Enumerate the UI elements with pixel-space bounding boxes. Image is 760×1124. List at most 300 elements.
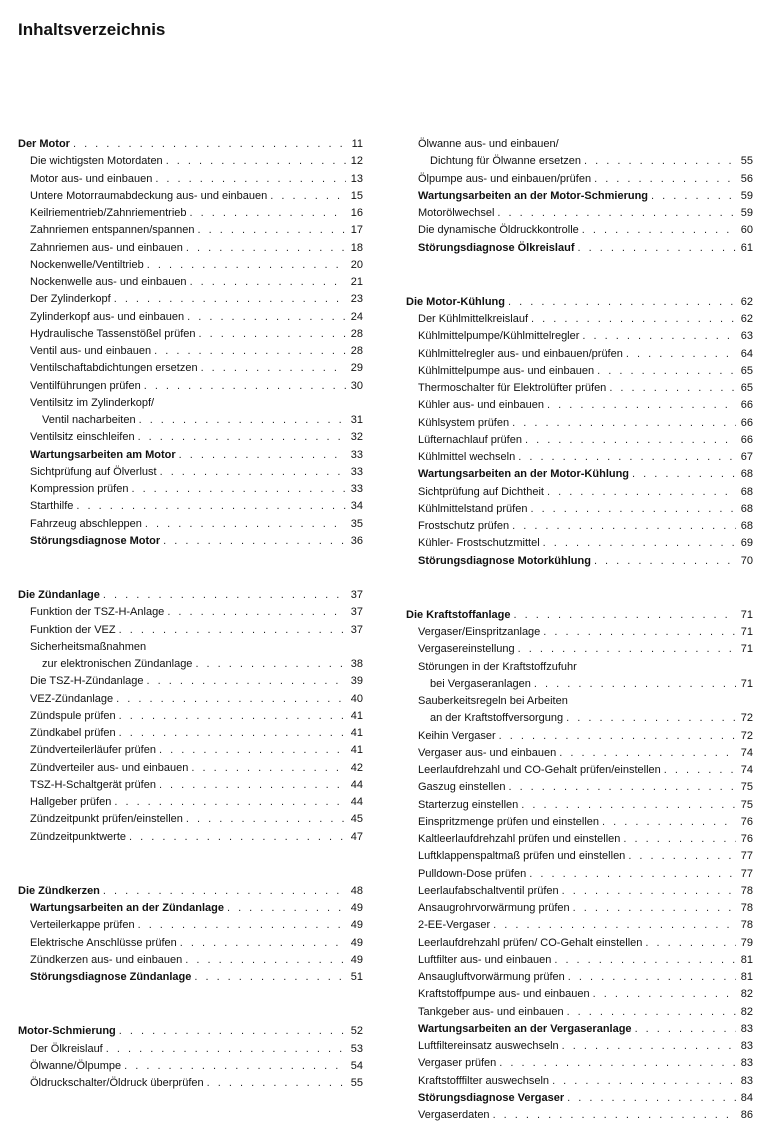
toc-entry[interactable] bbox=[406, 501, 753, 518]
toc-entry[interactable] bbox=[18, 171, 363, 188]
toc-entry-title: Kompression prüfen bbox=[30, 483, 129, 495]
toc-entry-title: Störungsdiagnose Ölkreislauf bbox=[418, 241, 575, 254]
toc-page-number: 28 bbox=[350, 345, 363, 357]
dot-leader bbox=[119, 1023, 346, 1040]
toc-entry[interactable] bbox=[18, 274, 363, 291]
toc-entry-title: Einspritzmenge prüfen und einstellen bbox=[418, 815, 600, 828]
toc-page-number: 40 bbox=[350, 692, 363, 705]
toc-entry-title: Leerlaufabschaltventil prüfen bbox=[418, 884, 559, 897]
toc-entry-title: Elektrische Anschlüsse prüfen bbox=[30, 936, 177, 949]
toc-entry-title: Verteilerkappe prüfen bbox=[30, 919, 135, 932]
toc-page-number: 69 bbox=[740, 537, 753, 550]
toc-entry[interactable] bbox=[406, 415, 753, 432]
toc-entry[interactable] bbox=[18, 917, 363, 934]
toc-entry[interactable] bbox=[406, 432, 753, 449]
toc-entry[interactable] bbox=[18, 188, 363, 205]
toc-entry[interactable] bbox=[406, 518, 753, 535]
toc-entry[interactable] bbox=[18, 639, 363, 656]
toc-entry-highlight[interactable] bbox=[406, 553, 753, 570]
toc-entry[interactable] bbox=[18, 360, 363, 377]
toc-entry[interactable] bbox=[18, 742, 363, 759]
toc-entry-title: Ölwanne aus- und einbauen/ bbox=[418, 138, 559, 150]
dot-leader bbox=[190, 205, 346, 222]
toc-entry[interactable] bbox=[18, 811, 363, 828]
toc-page-number: 49 bbox=[350, 953, 363, 966]
dot-leader bbox=[584, 153, 736, 170]
toc-entry[interactable] bbox=[406, 814, 753, 831]
toc-entry-title: Lüfternachlauf prüfen bbox=[418, 433, 522, 446]
toc-entry[interactable] bbox=[18, 222, 363, 239]
toc-page-number: 16 bbox=[350, 207, 363, 219]
toc-entry[interactable] bbox=[406, 363, 753, 380]
dot-leader bbox=[562, 1038, 736, 1055]
toc-entry-title: Zündkerzen aus- und einbauen bbox=[30, 953, 183, 966]
dot-leader bbox=[114, 291, 346, 308]
toc-entry[interactable] bbox=[406, 900, 753, 917]
toc-page-number: 41 bbox=[350, 727, 363, 739]
toc-page-number: 77 bbox=[740, 867, 753, 880]
toc-entry[interactable] bbox=[18, 257, 363, 274]
toc-page-number: 37 bbox=[350, 589, 363, 601]
toc-entry-title: Störungen in der Kraftstoffzufuhr bbox=[418, 660, 577, 673]
dot-leader bbox=[124, 1058, 346, 1075]
dot-leader bbox=[609, 380, 736, 397]
toc-page-number: 71 bbox=[740, 677, 753, 690]
toc-section bbox=[18, 883, 363, 987]
toc-entry[interactable] bbox=[406, 171, 753, 188]
toc-entry[interactable] bbox=[406, 1055, 753, 1072]
toc-entry[interactable] bbox=[18, 604, 363, 621]
toc-entry[interactable] bbox=[406, 624, 753, 641]
toc-page-number: 34 bbox=[350, 500, 363, 513]
toc-entry-title: Kraftstoffpumpe aus- und einbauen bbox=[418, 988, 590, 1001]
toc-page-number: 37 bbox=[350, 606, 363, 619]
toc-entry-title: Kühlmittelpumpe aus- und einbauen bbox=[418, 364, 595, 377]
toc-entry[interactable] bbox=[406, 831, 753, 848]
toc-page-number: 41 bbox=[350, 744, 363, 757]
dot-leader bbox=[635, 1021, 736, 1038]
toc-entry-title: Ventilsitz im Zylinderkopf/ bbox=[30, 396, 155, 409]
toc-entry-title: Zündverteiler aus- und einbauen bbox=[30, 761, 189, 774]
dot-leader bbox=[547, 397, 736, 414]
toc-page-number: 53 bbox=[350, 1042, 363, 1055]
toc-page-number: 33 bbox=[350, 465, 363, 478]
toc-entry-title: Kühlmittelpumpe/Kühlmittelregler bbox=[418, 330, 580, 343]
toc-page-number: 44 bbox=[350, 796, 363, 808]
toc-entry[interactable] bbox=[406, 745, 753, 762]
toc-entry[interactable] bbox=[406, 136, 753, 153]
toc-entry[interactable] bbox=[406, 311, 753, 328]
toc-section bbox=[18, 1023, 363, 1092]
dot-leader bbox=[190, 274, 346, 291]
dot-leader bbox=[493, 1107, 736, 1124]
dot-leader bbox=[543, 624, 736, 641]
toc-entry[interactable] bbox=[18, 481, 363, 498]
dot-leader bbox=[593, 986, 736, 1003]
toc-page-number: 13 bbox=[350, 172, 363, 185]
toc-entry[interactable] bbox=[18, 395, 363, 412]
toc-page-number: 83 bbox=[740, 1057, 753, 1070]
dot-leader bbox=[147, 257, 346, 274]
toc-page-number: 33 bbox=[350, 448, 363, 461]
dot-leader bbox=[512, 415, 736, 432]
toc-entry[interactable] bbox=[18, 326, 363, 343]
toc-entry[interactable] bbox=[406, 935, 753, 952]
dot-leader bbox=[103, 883, 346, 900]
toc-page-number: 72 bbox=[740, 729, 753, 742]
toc-entry-highlight[interactable] bbox=[406, 240, 753, 257]
toc-entry-title: Zündspule prüfen bbox=[30, 709, 116, 722]
toc-page-number: 62 bbox=[740, 313, 753, 325]
dot-leader bbox=[119, 708, 346, 725]
toc-page-number: 71 bbox=[740, 608, 753, 621]
dot-leader bbox=[514, 607, 736, 624]
toc-page-number: 59 bbox=[740, 207, 753, 219]
dot-leader bbox=[626, 346, 736, 363]
toc-page-number: 68 bbox=[740, 520, 753, 532]
toc-entry-title: Keihin Vergaser bbox=[418, 729, 496, 742]
toc-entry-title: Vergaser/Einspritzanlage bbox=[418, 626, 541, 638]
toc-entry-title: Ansaugrohrvorwärmung prüfen bbox=[418, 902, 570, 914]
toc-entry[interactable] bbox=[406, 710, 753, 727]
toc-page-number: 68 bbox=[740, 468, 753, 481]
toc-page-number: 83 bbox=[740, 1040, 753, 1052]
toc-entry-title: Kühlmittelregler aus- und einbauen/prüfen bbox=[418, 347, 623, 360]
toc-entry[interactable] bbox=[406, 676, 753, 693]
toc-entry-highlight[interactable] bbox=[18, 447, 363, 464]
toc-page-number: 62 bbox=[740, 295, 753, 308]
dot-leader bbox=[559, 745, 736, 762]
toc-entry-title: Motorölwechsel bbox=[418, 207, 495, 219]
toc-entry[interactable] bbox=[406, 917, 753, 934]
toc-entry[interactable] bbox=[18, 240, 363, 257]
toc-entry-highlight[interactable] bbox=[406, 1021, 753, 1038]
toc-entry[interactable] bbox=[406, 969, 753, 986]
toc-entry[interactable] bbox=[18, 291, 363, 308]
toc-page-number: 52 bbox=[350, 1025, 363, 1038]
toc-entry[interactable] bbox=[18, 498, 363, 515]
toc-section-heading[interactable] bbox=[406, 607, 753, 624]
dot-leader bbox=[597, 363, 736, 380]
toc-entry-title: an der Kraftstoffversorgung bbox=[430, 712, 564, 725]
toc-entry[interactable] bbox=[406, 328, 753, 345]
toc-page-number: 60 bbox=[740, 224, 753, 237]
toc-entry[interactable] bbox=[18, 708, 363, 725]
toc-entry-title: Zündverteilerläufer prüfen bbox=[30, 744, 156, 757]
toc-entry-title: bei Vergaseranlagen bbox=[430, 677, 531, 690]
toc-entry-title: Pulldown-Dose prüfen bbox=[418, 867, 527, 880]
toc-entry[interactable] bbox=[406, 346, 753, 363]
toc-entry[interactable] bbox=[406, 205, 753, 222]
toc-entry[interactable] bbox=[406, 1107, 753, 1124]
toc-entry-title: Zündzeitpunktwerte bbox=[30, 830, 126, 843]
toc-entry[interactable] bbox=[406, 986, 753, 1003]
toc-entry-highlight[interactable] bbox=[406, 188, 753, 205]
toc-entry[interactable] bbox=[18, 309, 363, 326]
toc-entry-title: Kühlsystem prüfen bbox=[418, 416, 510, 429]
toc-entry[interactable] bbox=[406, 153, 753, 170]
toc-section-heading[interactable] bbox=[18, 883, 363, 900]
dot-leader bbox=[144, 378, 346, 395]
toc-entry[interactable] bbox=[18, 760, 363, 777]
toc-entry[interactable] bbox=[406, 883, 753, 900]
toc-page-number: 59 bbox=[740, 189, 753, 202]
toc-entry[interactable] bbox=[18, 516, 363, 533]
toc-section bbox=[18, 587, 363, 846]
toc-entry-highlight[interactable] bbox=[18, 533, 363, 550]
toc-page-number: 64 bbox=[740, 347, 753, 360]
dot-leader bbox=[531, 311, 736, 328]
dot-leader bbox=[73, 136, 346, 153]
toc-entry-title: Luftklappenspaltmaß prüfen und einstellen bbox=[418, 850, 626, 863]
toc-entry-title: Nockenwelle/Ventiltrieb bbox=[30, 258, 144, 271]
toc-entry[interactable] bbox=[18, 205, 363, 222]
toc-entry[interactable] bbox=[406, 1073, 753, 1090]
toc-page-number: 83 bbox=[740, 1074, 753, 1087]
dot-leader bbox=[119, 725, 346, 742]
toc-page-number: 17 bbox=[350, 224, 363, 237]
toc-entry[interactable] bbox=[406, 693, 753, 710]
toc-entry[interactable] bbox=[18, 1075, 363, 1092]
toc-entry[interactable] bbox=[406, 866, 753, 883]
toc-section-heading[interactable] bbox=[18, 1023, 363, 1040]
dot-leader bbox=[518, 641, 736, 658]
toc-entry[interactable] bbox=[18, 378, 363, 395]
toc-section bbox=[406, 607, 753, 1124]
toc-entry-title: Der Zylinderkopf bbox=[30, 293, 111, 306]
toc-page-number: 47 bbox=[350, 830, 363, 843]
dot-leader bbox=[521, 797, 736, 814]
toc-entry[interactable] bbox=[18, 777, 363, 794]
toc-page-number: 51 bbox=[350, 971, 363, 983]
toc-entry[interactable] bbox=[406, 1004, 753, 1021]
toc-entry-title: Wartungsarbeiten an der Vergaseranlage bbox=[418, 1022, 632, 1035]
toc-entry[interactable] bbox=[406, 952, 753, 969]
toc-entry-title: Ventil aus- und einbauen bbox=[30, 345, 152, 357]
toc-page-number: 49 bbox=[350, 936, 363, 949]
toc-entry[interactable] bbox=[18, 1041, 363, 1058]
toc-page-number: 75 bbox=[740, 798, 753, 811]
toc-entry-title: Kaltleerlaufdrehzahl prüfen und einstellen bbox=[418, 833, 621, 845]
toc-page-number: 71 bbox=[740, 643, 753, 656]
dot-leader bbox=[534, 676, 736, 693]
toc-entry-title: Funktion der TSZ-H-Anlage bbox=[30, 606, 165, 619]
dot-leader bbox=[179, 447, 346, 464]
toc-entry[interactable] bbox=[406, 1038, 753, 1055]
toc-entry-title: Thermoschalter für Elektrolüfter prüfen bbox=[418, 382, 607, 394]
toc-entry-title: Nockenwelle aus- und einbauen bbox=[30, 276, 187, 288]
dot-leader bbox=[518, 449, 736, 466]
dot-leader bbox=[129, 829, 346, 846]
toc-section bbox=[406, 294, 753, 570]
toc-entry-title: Motor-Schmierung bbox=[18, 1025, 116, 1038]
toc-entry-title: Der Motor bbox=[18, 138, 70, 150]
dot-leader bbox=[186, 811, 346, 828]
toc-entry[interactable] bbox=[18, 935, 363, 952]
dot-leader bbox=[632, 466, 736, 483]
toc-entry-title: VEZ-Zündanlage bbox=[30, 692, 114, 705]
dot-leader bbox=[552, 1073, 736, 1090]
toc-section-heading[interactable] bbox=[18, 587, 363, 604]
toc-entry-title: Sichtprüfung auf Dichtheit bbox=[418, 485, 544, 498]
toc-page-number: 45 bbox=[350, 813, 363, 826]
toc-entry-highlight[interactable] bbox=[18, 969, 363, 986]
toc-page-number: 44 bbox=[350, 778, 363, 791]
toc-entry-title: Sicherheitsmaßnahmen bbox=[30, 640, 147, 653]
toc-entry-title: Kühler aus- und einbauen bbox=[418, 399, 544, 412]
toc-page-number: 67 bbox=[740, 451, 753, 463]
toc-entry-title: Die Zündanlage bbox=[18, 589, 100, 601]
toc-entry-title: Sichtprüfung auf Ölverlust bbox=[30, 465, 157, 478]
toc-entry[interactable] bbox=[406, 848, 753, 865]
toc-page-number: 37 bbox=[350, 623, 363, 636]
toc-page-number: 28 bbox=[350, 327, 363, 340]
toc-entry[interactable] bbox=[18, 952, 363, 969]
toc-entry-title: Leerlaufdrehzahl prüfen/ CO-Gehalt einstellen bbox=[418, 936, 643, 949]
toc-entry-title: Zahnriemen entspannen/spannen bbox=[30, 224, 195, 237]
toc-entry-title: Der Kühlmittelkreislauf bbox=[418, 313, 529, 325]
toc-entry[interactable] bbox=[406, 484, 753, 501]
toc-page-number: 81 bbox=[740, 971, 753, 983]
toc-entry-title: Zündzeitpunkt prüfen/einstellen bbox=[30, 813, 183, 826]
toc-section-heading[interactable] bbox=[18, 136, 363, 153]
dot-leader bbox=[186, 240, 346, 257]
dot-leader bbox=[567, 1004, 736, 1021]
toc-entry[interactable] bbox=[406, 797, 753, 814]
toc-page-number: 66 bbox=[740, 416, 753, 429]
toc-entry[interactable] bbox=[406, 659, 753, 676]
toc-entry[interactable] bbox=[18, 656, 363, 673]
dot-leader bbox=[582, 328, 736, 345]
toc-entry[interactable] bbox=[18, 691, 363, 708]
toc-page-number: 78 bbox=[740, 902, 753, 914]
toc-page-number: 66 bbox=[740, 399, 753, 412]
toc-entry[interactable] bbox=[18, 429, 363, 446]
dot-leader bbox=[566, 710, 736, 727]
toc-entry-title: Sauberkeitsregeln bei Arbeiten bbox=[418, 695, 568, 707]
toc-entry-highlight[interactable] bbox=[406, 1090, 753, 1107]
dot-leader bbox=[160, 464, 346, 481]
dot-leader bbox=[139, 412, 346, 429]
toc-entry-title: Luftfilter aus- und einbauen bbox=[418, 953, 552, 966]
toc-entry-title: Ansaugluftvorwärmung prüfen bbox=[418, 971, 565, 983]
dot-leader bbox=[103, 587, 346, 604]
toc-entry-title: Ventilsitz einschleifen bbox=[30, 431, 135, 444]
dot-leader bbox=[530, 501, 736, 518]
toc-entry[interactable] bbox=[18, 464, 363, 481]
toc-entry[interactable] bbox=[406, 641, 753, 658]
toc-page-number: 54 bbox=[350, 1059, 363, 1072]
toc-page-number: 70 bbox=[740, 554, 753, 567]
toc-entry[interactable] bbox=[18, 153, 363, 170]
toc-entry-title: Störungsdiagnose Motor bbox=[30, 534, 161, 547]
dot-leader bbox=[573, 900, 736, 917]
toc-entry[interactable] bbox=[406, 762, 753, 779]
toc-entry-title: Starthilfe bbox=[30, 500, 74, 513]
toc-page-number: 55 bbox=[740, 155, 753, 168]
dot-leader bbox=[497, 205, 736, 222]
toc-page-number: 86 bbox=[740, 1109, 753, 1121]
toc-page-number: 31 bbox=[350, 414, 363, 426]
toc-entry[interactable] bbox=[406, 222, 753, 239]
dot-leader bbox=[185, 952, 346, 969]
toc-entry[interactable] bbox=[18, 343, 363, 360]
toc-entry-title: Störungsdiagnose Vergaser bbox=[418, 1091, 565, 1104]
toc-entry-title: Störungsdiagnose Motorkühlung bbox=[418, 554, 591, 567]
toc-page-number: 78 bbox=[740, 884, 753, 897]
toc-section-heading[interactable] bbox=[406, 294, 753, 311]
toc-entry[interactable] bbox=[406, 779, 753, 796]
toc-entry-title: Wartungsarbeiten an der Motor-Schmierung bbox=[418, 189, 649, 202]
toc-entry-title: Ölpumpe aus- und einbauen/prüfen bbox=[418, 172, 592, 185]
toc-page-number: 35 bbox=[350, 517, 363, 530]
toc-entry-title: Keilriementrieb/Zahnriementrieb bbox=[30, 207, 187, 219]
toc-entry-title: Ventilschaftabdichtungen ersetzen bbox=[30, 362, 198, 375]
toc-entry-title: Die Zündkerzen bbox=[18, 884, 100, 897]
dot-leader bbox=[145, 516, 346, 533]
toc-entry-title: Öldruckschalter/Öldruck überprüfen bbox=[30, 1077, 204, 1089]
toc-page-number: 24 bbox=[350, 310, 363, 323]
toc-entry-highlight[interactable] bbox=[406, 466, 753, 483]
toc-entry-title: zur elektronischen Zündanlage bbox=[42, 658, 193, 670]
dot-leader bbox=[180, 935, 346, 952]
toc-entry[interactable] bbox=[18, 412, 363, 429]
toc-page-number: 32 bbox=[350, 431, 363, 444]
toc-entry[interactable] bbox=[18, 622, 363, 639]
toc-entry[interactable] bbox=[406, 380, 753, 397]
dot-leader bbox=[119, 622, 346, 639]
toc-entry-title: Zündkabel prüfen bbox=[30, 727, 116, 739]
toc-page-number: 33 bbox=[350, 483, 363, 495]
toc-entry[interactable] bbox=[406, 535, 753, 552]
dot-leader bbox=[594, 553, 736, 570]
toc-entry[interactable] bbox=[406, 449, 753, 466]
dot-leader bbox=[577, 240, 736, 257]
dot-leader bbox=[664, 762, 736, 779]
toc-page-number: 12 bbox=[350, 155, 363, 168]
toc-entry[interactable] bbox=[18, 794, 363, 811]
toc-page-number: 36 bbox=[350, 534, 363, 547]
toc-entry-title: Vergaserdaten bbox=[418, 1109, 490, 1121]
toc-entry-title: Vergaser prüfen bbox=[418, 1057, 497, 1070]
dot-leader bbox=[147, 673, 346, 690]
toc-entry[interactable] bbox=[18, 673, 363, 690]
toc-page-number: 82 bbox=[740, 1005, 753, 1018]
dot-leader bbox=[270, 188, 346, 205]
toc-entry[interactable] bbox=[18, 725, 363, 742]
toc-entry[interactable] bbox=[18, 829, 363, 846]
toc-left-column bbox=[18, 136, 363, 1092]
toc-entry[interactable] bbox=[406, 397, 753, 414]
toc-entry[interactable] bbox=[18, 1058, 363, 1075]
toc-entry[interactable] bbox=[406, 728, 753, 745]
dot-leader bbox=[499, 728, 736, 745]
dot-leader bbox=[131, 481, 346, 498]
dot-leader bbox=[195, 656, 346, 673]
toc-entry-title: Die wichtigsten Motordaten bbox=[30, 155, 163, 168]
toc-page-number: 79 bbox=[740, 936, 753, 949]
toc-page-number: 39 bbox=[350, 675, 363, 688]
toc-section bbox=[18, 136, 363, 550]
dot-leader bbox=[554, 952, 736, 969]
dot-leader bbox=[227, 900, 346, 917]
toc-page-number: 65 bbox=[740, 382, 753, 394]
toc-page-number: 55 bbox=[350, 1077, 363, 1089]
toc-entry-highlight[interactable] bbox=[18, 900, 363, 917]
dot-leader bbox=[529, 866, 736, 883]
toc-entry-title: Frostschutz prüfen bbox=[418, 520, 510, 532]
toc-page-number: 72 bbox=[740, 712, 753, 725]
